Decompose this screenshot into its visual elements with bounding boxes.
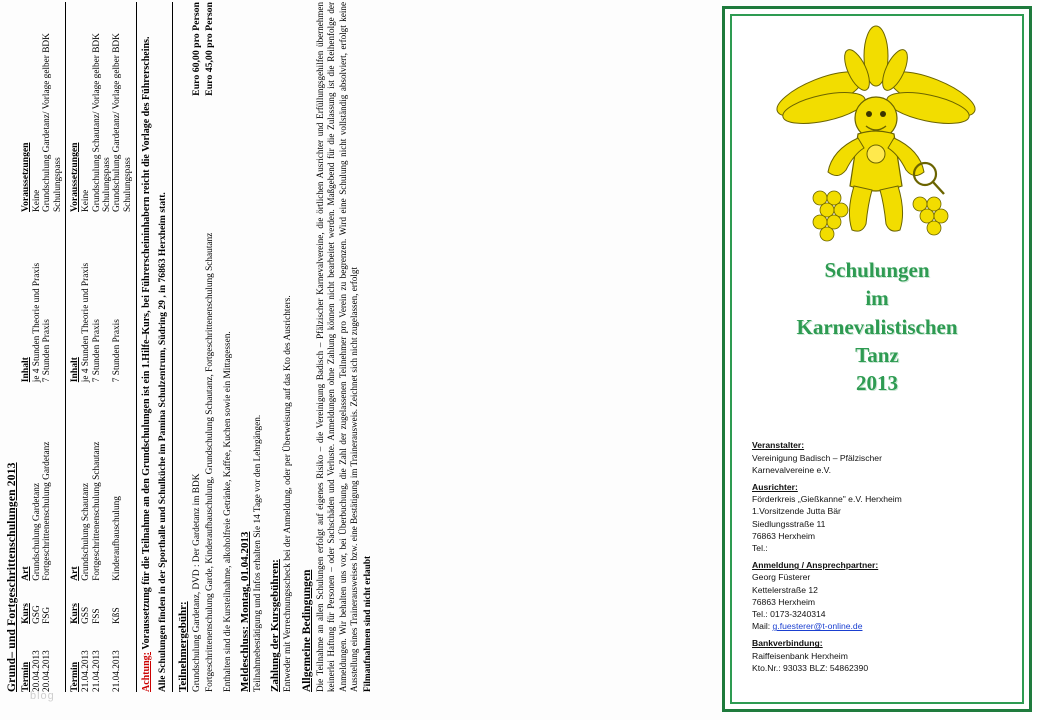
col-header-kurs: Kurs (20, 603, 31, 624)
lion-crest-icon (762, 22, 992, 262)
bank-line: Kto.Nr.: 93033 BLZ: 54862390 (752, 662, 869, 673)
organizer-line: Vereinigung Badisch – Pfälzischer (752, 452, 882, 463)
cell-kurs: GSG (32, 605, 42, 624)
table-row (32, 2, 42, 692)
cover-title (732, 256, 1022, 398)
col-header-termin: Termin (69, 661, 81, 692)
host-line: 76863 Herxheim (752, 530, 816, 541)
fee-label: Fortgeschrittenenschulung Garde, Kinderaufbauschulung, Grundschulung Schautanz, Fortgeschrittenenschulung Schautanz (204, 232, 215, 692)
brochure-cover-panel (722, 6, 1032, 712)
fee-heading: Teilnehmergebühr: (176, 601, 189, 692)
registration-label: Anmeldung / Ansprechpartner: (752, 560, 879, 571)
host-line: 1.Vorsitzende Jutta Bär (752, 506, 841, 517)
fee-label: Grundschulung Gardetanz, DVD : Der Gardetanz im BDK (191, 473, 202, 692)
fee-row (204, 2, 217, 692)
cell-termin: 21.04.2013 (112, 650, 123, 692)
schedule-table-1 (20, 2, 63, 692)
table-header-row (69, 2, 81, 692)
terms-tail: Filmaufnahmen sind nicht erlaubt (363, 555, 374, 692)
cover-title-line: 2013 (856, 371, 898, 396)
divider (136, 2, 137, 692)
cell-inhalt: 7 Stunden Praxis (42, 319, 53, 383)
table-row (92, 2, 113, 692)
schedule-table-2 (69, 2, 133, 692)
table-row (42, 2, 63, 692)
cover-title-line: Karnevalistischen (796, 314, 958, 339)
registration-line: Kettelerstraße 12 (752, 584, 818, 595)
fee-value: Euro 45,00 pro Person (203, 2, 215, 96)
section-title: Grund– und Fortgeschrittenschulungen 2013 (6, 462, 18, 692)
col-header-art: Art (20, 566, 31, 581)
mail-link[interactable]: g.fuesterer@t-online.de (772, 621, 863, 632)
col-header-voraussetzungen: Voraussetzungen (20, 142, 31, 212)
registration-line: Tel.: 0173-3240314 (752, 608, 826, 619)
cell-inhalt: je 4 Stunden Theorie und Praxis (32, 262, 42, 383)
host-line: Förderkreis „Gießkanne" e.V. Herxheim (752, 494, 902, 505)
cover-title-line: Schulungen (824, 258, 930, 282)
bank-line: Raiffeisenbank Herxheim (752, 650, 848, 661)
cell-inhalt: 7 Stunden Praxis (112, 319, 123, 383)
attention-note (141, 8, 154, 692)
cover-title-line: Tanz (855, 343, 899, 368)
col-header-kurs: Kurs (69, 603, 81, 624)
table-row (81, 2, 91, 692)
contact-block (752, 439, 1010, 674)
host-line: Tel.: (752, 542, 768, 553)
cell-art: Fortgeschrittenenschulung Schautanz (91, 441, 102, 581)
col-header-art: Art (69, 566, 81, 581)
payment-note: Entweder mit Verrechnungsscheck bei der Anmeldung, oder per Überweisung auf das Kto des Ausrichters. (283, 295, 294, 692)
attention-text: Voraussetzung für die Teilnahme an den Grundschulungen ist ein 1.Hilfe–Kurs, bei Führerscheininhabern reicht die Vorlage des Führerscheins. (141, 36, 153, 650)
organizer-line: Karnevalvereine e.V. (752, 464, 831, 475)
fee-row (191, 2, 204, 692)
cell-voraussetzungen: Grundschulung Gardetanz/ Vorlage gelber BDK Schulungspass (112, 33, 133, 212)
terms-heading: Allgemeine Bedingungen (300, 569, 313, 692)
cell-voraussetzungen: Keine (81, 189, 92, 212)
cell-kurs: GSS (81, 606, 92, 624)
cell-kurs: KßS (112, 607, 123, 624)
deadline-heading: Meldeschluss: Montag, 01.04.2013 (239, 531, 252, 692)
registration-line: Georg Füsterer (752, 572, 811, 583)
divider (172, 2, 173, 692)
mail-label: Mail: (752, 621, 771, 632)
terms-body: Die Teilnahme an allen Schulungen erfolgt auf eigenes Risiko – die Vereinigung Badisch – Pfälzischer Karnevalvereine, die örtlichen Ausrichter und Erfüllungsgehilfen übernehmen keinerlei Haftung für Personen – oder Sachschäden und Verluste. Anmeldungen ohne Zahlung können nicht bearbeitet werden. Maßgebend für die Zulassung ist die Reihenfolge der Anmeldungen. Wir behalten uns vor, bei Überbuchung, die Zahl der zugelassenen Teilnehmer pro Verein zu begrenzen. Wird eine Schulung nicht vollständig absolviert, erfolgt keine Ausstellung eines Trainerausweises bzw. eine Bestätigung im Trainerausweis. Zeichnet sich nicht zugelassen, erfolgt (314, 2, 360, 692)
cell-art: Fortgeschrittenenschulung Gardetanz (42, 441, 53, 581)
bank-label: Bankverbindung: (752, 638, 823, 649)
attention-label: Achtung: (141, 651, 153, 692)
brochure-inner-border (730, 14, 1024, 704)
cell-termin: 21.04.2013 (81, 650, 92, 692)
mail-row (752, 620, 1010, 632)
cell-art: Grundschulung Schautanz (81, 482, 92, 581)
watermark-text: blog (30, 690, 55, 702)
cell-inhalt: 7 Stunden Praxis (91, 319, 102, 383)
organizer-label: Veranstalter: (752, 440, 805, 451)
cell-termin: 20.04.2013 (42, 650, 53, 692)
cover-title-line: im (865, 286, 889, 311)
cell-kurs: FSG (42, 606, 53, 624)
cell-voraussetzungen: Keine (32, 189, 42, 212)
cell-art: Kinderaufbauschulung (112, 496, 123, 581)
host-label: Ausrichter: (752, 481, 798, 492)
cell-art: Grundschulung Gardetanz (32, 482, 42, 581)
host-line: Siedlungsstraße 11 (752, 518, 826, 529)
registration-line: 76863 Herxheim (752, 596, 816, 607)
col-header-inhalt: Inhalt (20, 357, 31, 383)
table-row (112, 2, 133, 692)
col-header-inhalt: Inhalt (69, 357, 81, 383)
cell-kurs: FSS (91, 608, 102, 624)
meal-note: Enthalten sind die Kursteilnahme, alkoholfreie Getränke, Kaffee, Kuchen sowie ein Mittagessen. (223, 331, 234, 692)
cell-termin: 20.04.2013 (32, 650, 42, 692)
cell-inhalt: je 4 Stunden Theorie und Praxis (81, 262, 92, 383)
col-header-termin: Termin (20, 661, 31, 692)
table-header-row (20, 2, 32, 692)
venue-note: Alle Schulungen finden in der Sporthalle und Schulküche im Pamina Schulzentrum, Südring 29 , in 76863 Herxheim statt. (156, 192, 168, 692)
payment-heading: Zahlung der Kursgebühren: (269, 559, 282, 692)
cell-termin: 21.04.2013 (91, 650, 102, 692)
deadline-note: Teilnahmebestätigung und Infos erhalten Sie 14 Tage vor den Lehrgängen. (253, 414, 264, 692)
divider (65, 2, 66, 692)
fee-value: Euro 60,00 pro Person (190, 2, 202, 96)
col-header-voraussetzungen: Voraussetzungen (69, 142, 81, 212)
cell-voraussetzungen: Grundschulung Schautanz/ Vorlage gelber BDK Schulungspass (91, 33, 113, 212)
cell-voraussetzungen: Grundschulung Gardetanz/ Vorlage gelber BDK Schulungspass (42, 33, 63, 212)
